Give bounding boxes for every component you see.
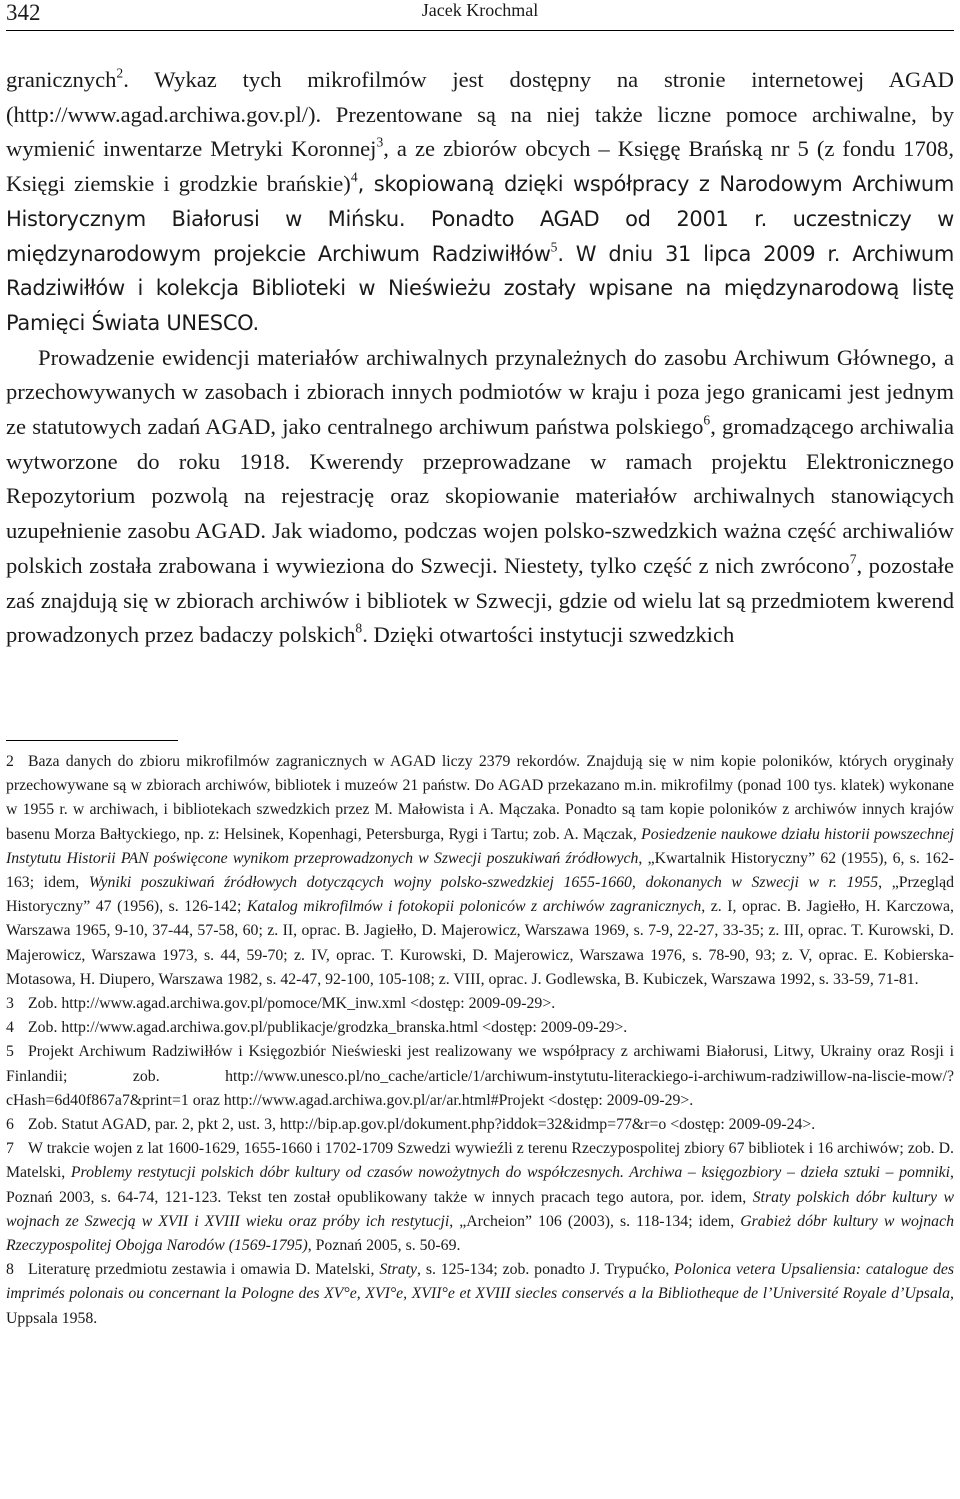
footnote-text: W trakcie wojen z lat 1600-1629, 1655-1660 i 1702-1709 Szwedzi wywieźli z terenu Rzeczypospolitej zbiory 67 bibliotek i 16 archiwów; zob. D. Matelski, [6,1140,954,1182]
footnote-text: , „Archeion” 106 (2003), s. 118-134; idem, [449,1212,741,1230]
footnote-6 [6,1113,954,1137]
footnote-3 [6,992,954,1016]
footnote-number: 8 [6,1261,14,1279]
footnote-text: Uppsala 1958. [6,1309,98,1327]
footnote-5 [6,1040,954,1113]
footnote-title: Straty polskich dóbr kultury w wojnach ze Szwecją w XVII i XVIII wieku oraz próby ich restytucji [6,1188,954,1230]
footnote-ref-3[interactable]: 3 [376,134,384,150]
footnote-2 [6,750,954,992]
text-run: , gromadzącego archiwalia wytworzone do roku 1918. Kwerendy przeprowadzane w ramach projektu Elektronicznego Repozytorium pozwolą na rejestrację oraz skopiowanie materiałów archiwalnych stanowiących uzupełnienie zasobu AGAD. Jak wiadomo, podczas wojen polsko-szwedzkich ważna część archiwaliów polskich została zrabowana i wywieziona do Szwecji. Niestety, tylko część z nich zwrócono [6,414,954,578]
footnote-ref-7[interactable]: 7 [849,551,857,567]
footnote-title: Straty [379,1261,418,1279]
footnote-number: 4 [6,1019,14,1037]
footnote-4 [6,1016,954,1040]
footnote-title: Wyniki poszukiwań źródłowych dotyczących wojny polsko-szwedzkiej 1655-1660, dokonanych w Szwecji w r. 1955 [88,874,879,892]
text-run: , skopiowaną dzięki współpracy z Narodowym Archiwum Historycznym Białorusi w Mińsku. Ponadto AGAD od 2001 r. uczestniczy w międzynarodowym projekcie Archiwum Radziwiłłów [6,172,954,266]
footnotes [6,750,954,1331]
header-rule [6,30,954,31]
text-run: . W dniu 31 lipca 2009 r. Archiwum Radziwiłłów i kolekcja Biblioteki w Nieświeżu zostały wpisane na międzynarodową listę Pamięci Świata UNESCO. [6,241,955,335]
footnote-rule [6,740,178,741]
footnote-number: 2 [6,753,14,770]
footnote-number: 7 [6,1140,14,1158]
footnote-number: 5 [6,1043,14,1061]
footnote-text: , z. I, oprac. B. Jagiełło, H. Karczowa, Warszawa 1965, 9-10, 37-44, 57-58, 60; z. II, oprac. B. Jagiełło, D. Majerowicz, Warszawa 1969, s. 7-9, 22-27, 33-35; z. III, oprac. T. Kurowski, D. Majerowicz, Warszawa 1973, s. 44, 59-70; z. IV, oprac. T. Kurowski, D. Majerowicz, Warszawa 1976, s. 78-90, 93; z. V, oprac. E. Kobierska-Motasowa, H. Diupero, Warszawa 1982, s. 42-47, 92-100, 105-108; z. VIII, oprac. J. Godlewska, B. Kubiczek, Warszawa 1992, s. 33-59, 71-81. [6,898,954,988]
paragraph-2 [6,341,954,653]
text-run: Prowadzenie ewidencji materiałów archiwalnych przynależnych do zasobu Archiwum Głównego, a przechowywanych w zasobach i zbiorach innych podmiotów w kraju i poza jego granicami jest jednym ze statutowych zadań AGAD, jako centralnego archiwum państwa polskiego [6,344,954,440]
footnote-ref-8[interactable]: 8 [355,620,363,636]
footnote-title: Posiedzenie naukowe działu historii powszechnej Instytutu Historii PAN poświęcone wynikom przeprowadzonych w Szwecji poszukiwań źródłowych [6,825,954,867]
footnote-number: 6 [6,1116,14,1134]
text-run: granicznych [6,67,117,92]
text-run: , pozostałe zaś znajdują się w zbiorach archiwów i bibliotek w Szwecji, gdzie od wielu lat są przedmiotem kwerend prowadzonych przez badaczy polskich [6,552,954,648]
footnote-number: 3 [6,995,14,1013]
footnote-7 [6,1137,954,1258]
footnote-text: , Poznań 2005, s. 50-69. [307,1237,461,1255]
footnote-ref-6[interactable]: 6 [703,412,711,428]
main-text [6,63,954,653]
footnote-text: Zob. Statut AGAD, par. 2, pkt 2, ust. 3, http://bip.ap.gov.pl/dokument.php?iddok=32&idmp=77&r=o <dostęp: 2009-09-24>. [28,1116,816,1134]
footnote-title: Problemy restytucji polskich dóbr kultury od czasów nowożytnych do współczesnych. Archiwa – księgozbiory – dzieła sztuki – pomniki [70,1164,951,1182]
footnote-ref-5[interactable]: 5 [550,239,558,255]
page-number: 342 [6,0,41,25]
footnote-title: Polonica vetera Upsaliensia: catalogue des imprimés polonais ou concernant la Pologne des XV°e, XVI°e, XVII°e et XVIII siecles conservés a la Bibliotheque de l’Université Royale d’Upsala, [6,1261,955,1303]
footnote-8 [6,1258,954,1331]
footnote-text: Baza danych do zbioru mikrofilmów zagranicznych w AGAD liczy 2379 rekordów. Znajdują się w nim kopie poloników, których oryginały przechowywane są w zbiorach archiwów, bibliotek i muzeów 21 państw. Do AGAD przekazano m.in. mikrofilmy (ponad 100 tys. klatek) wykonane w 1955 r. w archiwach, i bibliotekach szwedzkich przez M. Małowista i A. Mączaka. Ponadto są tam kopie poloników z archiwów innych krajów basenu Morza Bałtyckiego, np. z: Helsinek, Kopenhagi, Petersburga, Rygi i Tartu; zob. A. Mączak, [6,753,954,843]
footnote-text: , Poznań 2003, s. 64-74, 121-123. Tekst ten został opublikowany także w innych pracach tego autora, por. idem, [6,1164,954,1206]
footnote-text: Projekt Archiwum Radziwiłłów i Księgozbiór Nieświeski jest realizowany we współpracy z archiwami Białorusi, Litwy, Ukrainy oraz Rosji i Finlandii; zob. http://www.unesco.pl/no_cache/article/1/archiwum-instytutu-literackiego-i-archiwum-radziwillow-na-liscie-mow/?cHash=6d40f867a7&print=1 oraz http://www.agad.archiwa.gov.pl/ar/ar.html#Projekt <dostęp: 2009-09-29>. [6,1043,954,1109]
footnote-text: Literaturę przedmiotu zestawia i omawia D. Matelski, [28,1261,380,1279]
footnote-text: , „Kwartalnik Historyczny” 62 (1955), 6, s. 162-163; idem, [6,849,954,892]
footnote-ref-4[interactable]: 4 [350,169,358,185]
footnote-text: , s. 125-134; zob. ponadto J. Trypućko, [417,1261,675,1279]
text-run: . Wykaz tych mikrofilmów jest dostępny na stronie internetowej AGAD (http://www.agad.archiwa.gov.pl/). Prezentowane są na niej także liczne pomoce archiwalne, by wymienić inwentarze Metryki Koronnej [6,67,954,162]
footnote-text: Zob. http://www.agad.archiwa.gov.pl/publikacje/grodzka_branska.html <dostęp: 2009-09-29>. [28,1019,628,1037]
footnote-text: Zob. http://www.agad.archiwa.gov.pl/pomoce/MK_inw.xml <dostęp: 2009-09-29>. [28,995,556,1013]
footnote-title: Katalog mikrofilmów i fotokopii poloniców z archiwów zagranicznych [246,898,702,916]
footnote-text: , „Przegląd Historyczny” 47 (1956), s. 126-142; [6,874,954,916]
running-head: Jacek Krochmal [421,0,539,20]
footnote-ref-2[interactable]: 2 [116,65,124,81]
footnote-title: Grabież dóbr kultury w wojnach Rzeczypospolitej Obojga Narodów (1569-1795) [6,1212,954,1255]
text-run: , a ze zbiorów obcych – Księgę Brańską nr 5 (z fondu 1708, Księgi ziemskie i grodzkie brańskie) [6,136,954,197]
paragraph-1 [6,63,954,341]
text-run: . Dzięki otwartości instytucji szwedzkich [362,622,735,648]
